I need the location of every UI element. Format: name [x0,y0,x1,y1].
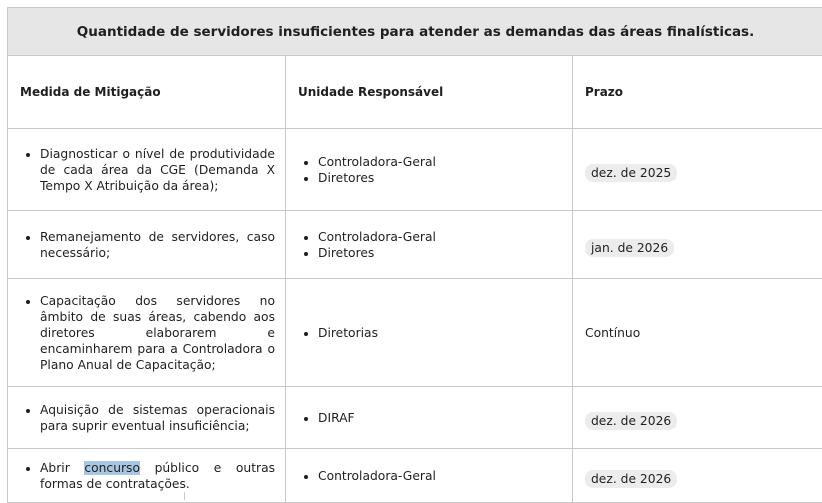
measure-cell [8,279,286,387]
table-row [8,129,822,211]
list-item: • Diretorias [318,325,572,341]
measure-cell [8,387,286,449]
list-item: • Diagnosticar o nível de produtividade de cada área da CGE (Demanda X Tempo X Atribuição da área); [40,146,275,194]
list-item: • Diretores [318,245,572,261]
unit-cell [286,449,573,503]
deadline-text: Contínuo [585,326,640,340]
table-border-fragment [184,492,185,500]
list-item: • Diretores [318,170,572,186]
deadline-chip[interactable]: dez. de 2026 [585,470,677,488]
deadline-cell [573,449,822,503]
table-header-row [8,56,822,129]
list-item: • Remanejamento de servidores, caso necessário; [40,229,275,261]
highlighted-word[interactable]: concurso [84,461,140,475]
unit-cell [286,211,573,279]
table-title: Quantidade de servidores insuficientes para atender as demandas das áreas finalísticas. [8,8,822,56]
unit-cell [286,279,573,387]
deadline-cell [573,387,822,449]
deadline-cell [573,279,822,387]
measure-cell [8,129,286,211]
table-row [8,211,822,279]
table-row [8,449,822,503]
unit-cell [286,129,573,211]
header-deadline: Prazo [573,56,822,129]
table-title-row [8,8,822,56]
list-item: • Aquisição de sistemas operacionais para suprir eventual insuficiência; [40,402,275,434]
measure-cell [8,449,286,503]
list-item: • Capacitação dos servidores no âmbito de suas áreas, cabendo aos diretores elaborarem e encaminharem para a Controladora o Plano Anual de Capacitação; [40,293,275,373]
measure-cell [8,211,286,279]
header-unit: Unidade Responsável [286,56,573,129]
list-item: • Controladora-Geral [318,468,572,484]
mitigation-table [7,7,822,503]
unit-cell [286,387,573,449]
deadline-chip[interactable]: dez. de 2025 [585,164,677,182]
deadline-cell [573,211,822,279]
table-row [8,387,822,449]
list-item: • DIRAF [318,410,572,426]
deadline-cell [573,129,822,211]
table-row [8,279,822,387]
deadline-chip[interactable]: jan. de 2026 [585,239,674,257]
list-item: • Abrir concurso público e outras formas de contratações. [40,460,275,492]
header-measure: Medida de Mitigação [8,56,286,129]
list-item: • Controladora-Geral [318,154,572,170]
list-item: • Controladora-Geral [318,229,572,245]
deadline-chip[interactable]: dez. de 2026 [585,412,677,430]
